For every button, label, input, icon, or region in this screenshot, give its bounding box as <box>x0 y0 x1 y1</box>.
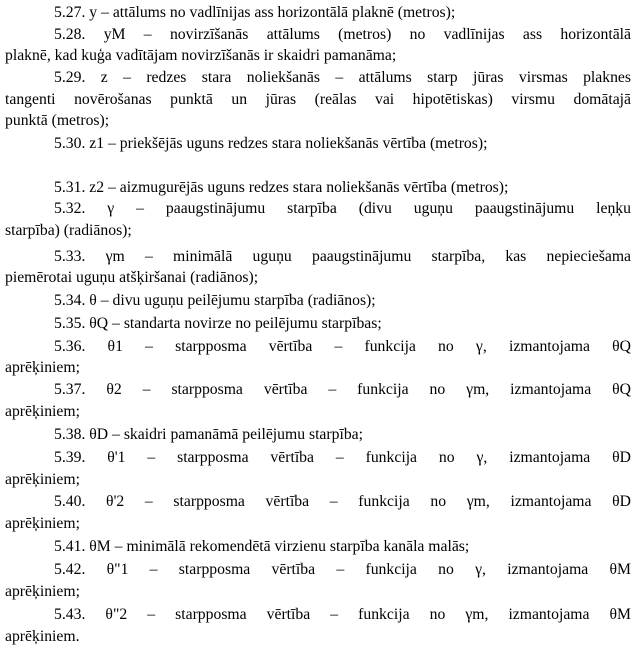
item-5-28-cont: plaknē, kad kuģa vadītājam novirzīšanās ir skaidri pamanāma; <box>5 47 397 64</box>
item-5-35: 5.35. θQ – standarta novirze no peilējumu starpības; <box>54 315 382 332</box>
item-5-30: 5.30. z1 – priekšējās uguns redzes stara noliekšanās vērtība (metros); <box>54 135 488 152</box>
item-5-31: 5.31. z2 – aizmugurējās uguns redzes stara noliekšanās vērtība (metros); <box>54 179 509 196</box>
item-5-42: 5.42. θ"1 – starpposma vērtība – funkcija no γ, izmantojama θM <box>54 561 631 578</box>
item-5-39-cont: aprēķiniem; <box>5 471 80 488</box>
item-5-29-cont-2: punktā (metros); <box>5 112 110 129</box>
item-5-32: 5.32. γ – paaugstinājumu starpība (divu uguņu paaugstinājumu leņķu <box>54 200 631 217</box>
item-5-32-cont: starpība) (radiānos); <box>5 222 132 239</box>
item-5-43: 5.43. θ"2 – starpposma vērtība – funkcija no γm, izmantojama θM <box>54 606 631 623</box>
item-5-37-cont: aprēķiniem; <box>5 403 80 420</box>
item-5-28: 5.28. yM – novirzīšanās attālums (metros) no vadlīnijas ass horizontālā <box>54 26 631 43</box>
item-5-37: 5.37. θ2 – starpposma vērtība – funkcija no γm, izmantojama θQ <box>54 381 631 398</box>
item-5-33: 5.33. γm – minimālā uguņu paaugstinājumu starpība, kas nepieciešama <box>54 248 631 265</box>
item-5-36-cont: aprēķiniem; <box>5 359 80 376</box>
item-5-33-cont: piemērotai uguņu atšķiršanai (radiānos); <box>5 269 259 286</box>
item-5-29-cont-1: tangenti novērošanas punktā un jūras (reālas vai hipotētiskas) virsmu domātajā <box>5 91 631 108</box>
item-5-41: 5.41. θM – minimālā rekomendētā virzienu starpība kanāla malās; <box>54 538 470 555</box>
item-5-34: 5.34. θ – divu uguņu peilējumu starpība (radiānos); <box>54 292 376 309</box>
item-5-36: 5.36. θ1 – starpposma vērtība – funkcija no γ, izmantojama θQ <box>54 338 631 355</box>
item-5-38: 5.38. θD – skaidri pamanāmā peilējumu starpība; <box>54 426 363 443</box>
item-5-39: 5.39. θ'1 – starpposma vērtība – funkcija no γ, izmantojama θD <box>54 449 631 466</box>
item-5-27: 5.27. y – attālums no vadlīnijas ass horizontālā plaknē (metros); <box>54 4 456 21</box>
item-5-29: 5.29. z – redzes stara noliekšanās – attālums starp jūras virsmas plaknes <box>54 69 631 86</box>
item-5-40-cont: aprēķiniem; <box>5 515 80 532</box>
item-5-43-cont: aprēķiniem. <box>5 628 80 645</box>
item-5-42-cont: aprēķiniem; <box>5 583 80 600</box>
item-5-40: 5.40. θ'2 – starpposma vērtība – funkcija no γm, izmantojama θD <box>54 493 631 510</box>
